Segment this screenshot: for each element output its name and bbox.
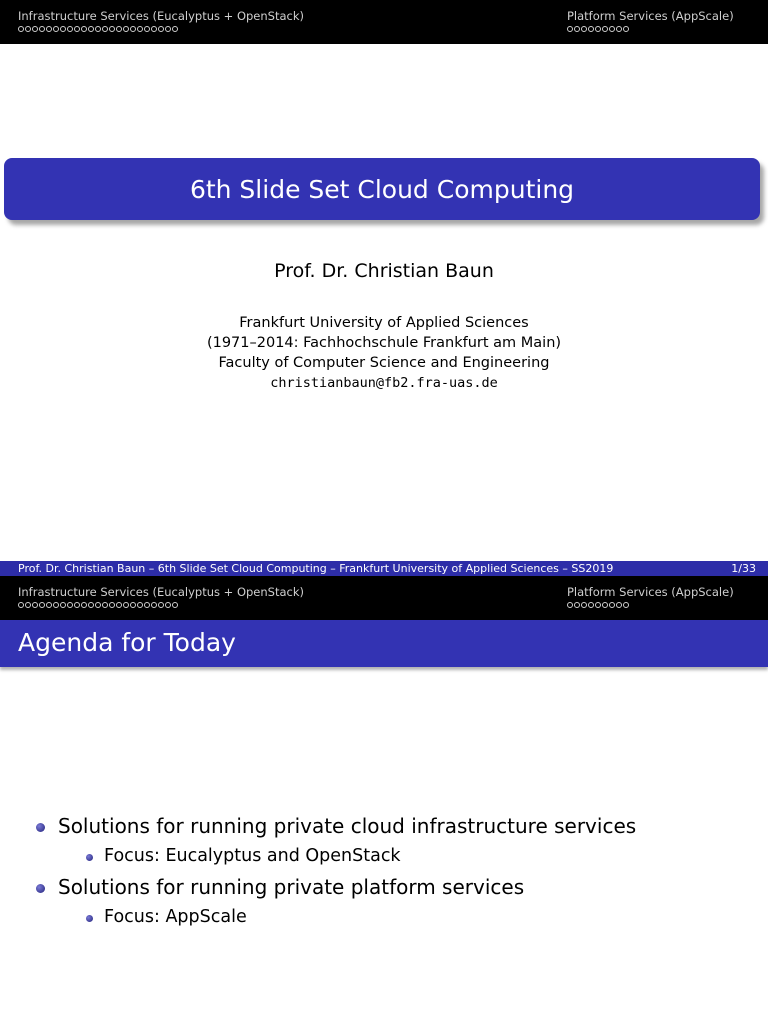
section-title-infrastructure[interactable]: Infrastructure Services (Eucalyptus + OpenStack)	[18, 585, 304, 599]
nav-dot[interactable]	[574, 26, 580, 32]
author-email: christianbaun@fb2.fra-uas.de	[270, 375, 498, 391]
nav-dot[interactable]	[123, 26, 129, 32]
nav-dot[interactable]	[18, 602, 24, 608]
nav-dot[interactable]	[53, 602, 59, 608]
nav-dot[interactable]	[102, 26, 108, 32]
nav-dot[interactable]	[151, 26, 157, 32]
nav-dot[interactable]	[172, 26, 178, 32]
nav-dot[interactable]	[39, 602, 45, 608]
section-nav-platform[interactable]	[567, 585, 734, 608]
nav-dot[interactable]	[567, 26, 573, 32]
nav-dot[interactable]	[588, 26, 594, 32]
nav-dot[interactable]	[144, 602, 150, 608]
navigation-headline	[0, 0, 768, 44]
nav-dot[interactable]	[116, 602, 122, 608]
section-title-platform[interactable]: Platform Services (AppScale)	[567, 9, 734, 23]
agenda-slide	[0, 576, 768, 1024]
nav-dot[interactable]	[574, 602, 580, 608]
list-item-text: Focus: AppScale	[104, 907, 247, 927]
nav-dot[interactable]	[67, 602, 73, 608]
institute-line: Faculty of Computer Science and Engineering	[218, 355, 550, 371]
nav-dot[interactable]	[623, 602, 629, 608]
nav-dot[interactable]	[18, 26, 24, 32]
nav-dot[interactable]	[137, 26, 143, 32]
institute-block	[0, 313, 768, 393]
list-item	[58, 875, 524, 899]
nav-dot[interactable]	[74, 26, 80, 32]
nav-dot[interactable]	[158, 26, 164, 32]
nav-dot[interactable]	[39, 26, 45, 32]
nav-dot[interactable]	[595, 602, 601, 608]
nav-dot[interactable]	[588, 602, 594, 608]
nav-dot[interactable]	[81, 26, 87, 32]
list-item	[58, 814, 636, 838]
nav-dot[interactable]	[609, 26, 615, 32]
nav-dot[interactable]	[95, 602, 101, 608]
footline-text: Prof. Dr. Christian Baun – 6th Slide Set Cloud Computing – Frankfurt University of Applied Sciences – SS2019	[18, 562, 614, 575]
subsection-dots[interactable]	[567, 26, 734, 32]
bullet-icon	[36, 823, 45, 832]
frame-title-bar	[0, 620, 768, 667]
nav-dot[interactable]	[165, 602, 171, 608]
nav-dot[interactable]	[81, 602, 87, 608]
nav-dot[interactable]	[60, 602, 66, 608]
author-name: Prof. Dr. Christian Baun	[274, 260, 494, 282]
nav-dot[interactable]	[602, 26, 608, 32]
nav-dot[interactable]	[567, 602, 573, 608]
list-item-text: Solutions for running private cloud infrastructure services	[58, 814, 637, 838]
section-nav-platform[interactable]	[567, 9, 734, 32]
list-item	[104, 846, 401, 866]
nav-dot[interactable]	[616, 26, 622, 32]
nav-dot[interactable]	[609, 602, 615, 608]
nav-dot[interactable]	[172, 602, 178, 608]
frame-title: Agenda for Today	[18, 628, 236, 657]
nav-dot[interactable]	[144, 26, 150, 32]
list-item	[104, 907, 247, 927]
section-nav-infrastructure[interactable]	[18, 9, 304, 32]
nav-dot[interactable]	[46, 26, 52, 32]
slide-title: 6th Slide Set Cloud Computing	[189, 174, 575, 204]
list-item-text: Focus: Eucalyptus and OpenStack	[104, 846, 401, 866]
navigation-headline	[0, 576, 768, 620]
nav-dot[interactable]	[46, 602, 52, 608]
nav-dot[interactable]	[137, 602, 143, 608]
nav-dot[interactable]	[116, 26, 122, 32]
nav-dot[interactable]	[32, 602, 38, 608]
section-title-platform[interactable]: Platform Services (AppScale)	[567, 585, 734, 599]
list-item-text: Solutions for running private platform services	[58, 875, 525, 899]
nav-dot[interactable]	[53, 26, 59, 32]
nav-dot[interactable]	[623, 26, 629, 32]
section-nav-infrastructure[interactable]	[18, 585, 304, 608]
nav-dot[interactable]	[165, 26, 171, 32]
nav-dot[interactable]	[88, 602, 94, 608]
subsection-dots[interactable]	[567, 602, 734, 608]
nav-dot[interactable]	[25, 602, 31, 608]
subsection-dots[interactable]	[18, 26, 304, 32]
nav-dot[interactable]	[595, 26, 601, 32]
nav-dot[interactable]	[88, 26, 94, 32]
nav-dot[interactable]	[123, 602, 129, 608]
slide-title-box	[4, 158, 760, 220]
nav-dot[interactable]	[25, 26, 31, 32]
nav-dot[interactable]	[581, 26, 587, 32]
institute-line: Frankfurt University of Applied Sciences	[239, 315, 529, 331]
nav-dot[interactable]	[60, 26, 66, 32]
nav-dot[interactable]	[130, 26, 136, 32]
nav-dot[interactable]	[67, 26, 73, 32]
nav-dot[interactable]	[32, 26, 38, 32]
nav-dot[interactable]	[102, 602, 108, 608]
bullet-icon	[86, 915, 93, 922]
bullet-icon	[36, 884, 45, 893]
footline	[0, 561, 768, 576]
institute-line: (1971–2014: Fachhochschule Frankfurt am Main)	[206, 335, 562, 351]
nav-dot[interactable]	[616, 602, 622, 608]
bullet-icon	[86, 854, 93, 861]
nav-dot[interactable]	[581, 602, 587, 608]
nav-dot[interactable]	[109, 26, 115, 32]
nav-dot[interactable]	[151, 602, 157, 608]
nav-dot[interactable]	[130, 602, 136, 608]
section-title-infrastructure[interactable]: Infrastructure Services (Eucalyptus + OpenStack)	[18, 9, 304, 23]
nav-dot[interactable]	[158, 602, 164, 608]
nav-dot[interactable]	[602, 602, 608, 608]
page-number: 1/33	[731, 562, 756, 575]
nav-dot[interactable]	[109, 602, 115, 608]
nav-dot[interactable]	[95, 26, 101, 32]
nav-dot[interactable]	[74, 602, 80, 608]
subsection-dots[interactable]	[18, 602, 304, 608]
